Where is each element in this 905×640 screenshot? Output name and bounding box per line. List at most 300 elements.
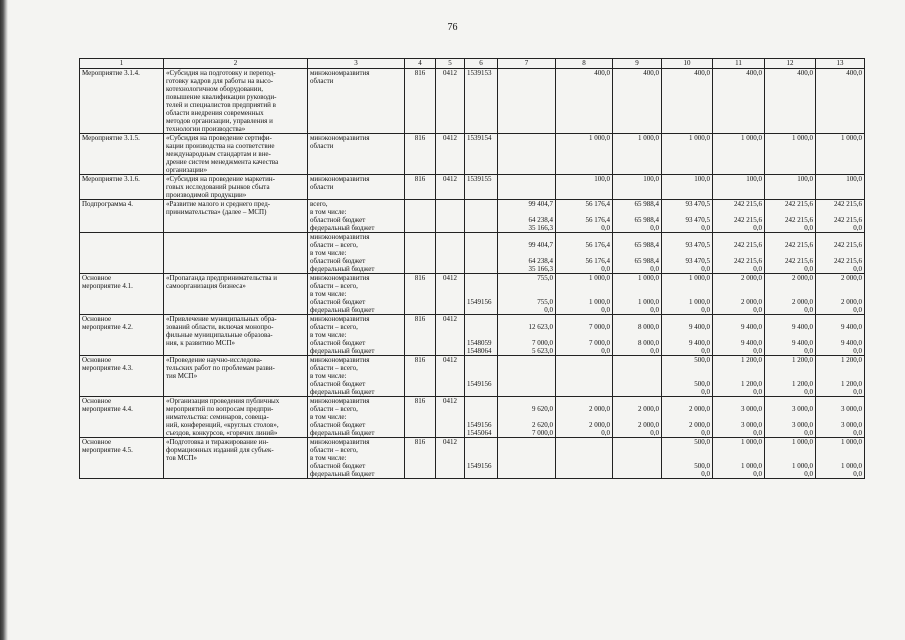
budget-2020-cell — [816, 69, 865, 134]
executor-and-source-cell — [308, 438, 405, 479]
cell-line: Мероприятие 3.1.5. — [82, 134, 140, 142]
cell-line — [664, 315, 710, 323]
cell-line — [500, 356, 553, 364]
col-header-2: 2 — [164, 59, 308, 69]
cell-line: 0,0 — [601, 429, 610, 437]
measure-name-cell — [80, 315, 164, 356]
cell-line: 99 404,7 — [528, 200, 553, 208]
budget-2019-cell — [765, 69, 816, 134]
budget-2019-cell — [765, 356, 816, 397]
measure-description-cell — [164, 274, 308, 315]
budget-2014-cell — [498, 315, 556, 356]
budget-2017-cell — [662, 397, 713, 438]
cell-line — [715, 454, 762, 462]
cell-line: Основное — [82, 315, 112, 323]
cell-line — [715, 208, 762, 216]
cell-line: тов МСП» — [166, 454, 197, 462]
cell-line: 2 000,0 — [638, 405, 659, 413]
cell-line: 0,0 — [753, 306, 762, 314]
executor-and-source-cell — [308, 397, 405, 438]
cell-line: 0412 — [443, 175, 457, 183]
cell-line — [715, 249, 762, 257]
cell-line: 0,0 — [804, 224, 813, 232]
cell-line: 0,0 — [601, 265, 610, 273]
cell-line — [664, 454, 710, 462]
executor-and-source-cell — [308, 69, 405, 134]
budget-2016-cell — [613, 175, 662, 200]
cell-line: Мероприятие 3.1.4. — [82, 69, 140, 77]
cell-line — [467, 306, 495, 314]
cell-line: 816 — [414, 134, 426, 142]
budget-2020-cell — [816, 134, 865, 175]
budget-2017-cell — [662, 233, 713, 274]
cell-line: областной бюджет — [310, 339, 366, 347]
cell-line: 1 000,0 — [589, 298, 610, 306]
cell-line — [615, 290, 659, 298]
cell-line: 0,0 — [650, 306, 659, 314]
budget-2019-cell — [765, 397, 816, 438]
cell-line: 2 000,0 — [792, 298, 813, 306]
measure-name-cell — [80, 438, 164, 479]
cell-line — [615, 249, 659, 257]
cell-line: 93 470,5 — [685, 257, 710, 265]
budget-2015-cell — [556, 200, 613, 233]
cell-line: 1549156 — [467, 462, 492, 470]
cell-line: 1 000,0 — [741, 134, 762, 142]
cell-line: 9 400,0 — [741, 323, 762, 331]
cell-line — [500, 249, 553, 257]
cell-line: 9 400,0 — [792, 339, 813, 347]
cell-line: 816 — [414, 438, 426, 446]
cell-line: в том числе: — [310, 208, 347, 216]
cell-line: всего, — [310, 200, 328, 208]
cell-line — [615, 397, 659, 405]
cell-line: 242 215,6 — [734, 216, 762, 224]
cell-line — [615, 208, 659, 216]
cell-line: 1 000,0 — [741, 462, 762, 470]
cell-line: 1549156 — [467, 421, 492, 429]
target-article-cell — [465, 274, 498, 315]
budget-2014-cell — [498, 134, 556, 175]
cell-line — [715, 397, 762, 405]
cell-line: 0,0 — [753, 224, 762, 232]
cell-line — [615, 438, 659, 446]
cell-line: 7 000,0 — [532, 339, 553, 347]
cell-line: 242 215,6 — [785, 241, 813, 249]
cell-line: 2 000,0 — [589, 421, 610, 429]
budget-2018-cell — [713, 438, 765, 479]
cell-line: мероприятие 4.2. — [82, 323, 133, 331]
cell-line — [558, 282, 610, 290]
cell-line: 2 000,0 — [841, 274, 862, 282]
cell-line — [467, 397, 495, 405]
cell-line: 0412 — [443, 438, 457, 446]
cell-line: 100,0 — [846, 175, 862, 183]
cell-line: 1539154 — [467, 134, 492, 142]
budget-2020-cell — [816, 233, 865, 274]
cell-line: 1 000,0 — [841, 438, 862, 446]
cell-line: области – всего, — [310, 405, 358, 413]
cell-line — [438, 200, 462, 208]
cell-line — [818, 249, 862, 257]
cell-line: 816 — [414, 315, 426, 323]
cell-line: 3 000,0 — [741, 405, 762, 413]
cell-line: 3 000,0 — [792, 405, 813, 413]
budget-2017-cell — [662, 175, 713, 200]
cell-line: федеральный бюджет — [310, 306, 375, 314]
cell-line — [500, 175, 553, 183]
cell-line: 8 000,0 — [638, 323, 659, 331]
budget-2018-cell — [713, 397, 765, 438]
cell-line: 8 000,0 — [638, 339, 659, 347]
cell-line: 2 000,0 — [841, 298, 862, 306]
cell-line — [818, 372, 862, 380]
cell-line: 5 623,0 — [532, 347, 553, 355]
cell-line — [615, 315, 659, 323]
cell-line: «Подготовка и тиражирование ин- — [166, 438, 269, 446]
cell-line: 0,0 — [701, 388, 710, 396]
budget-2020-cell — [816, 397, 865, 438]
budget-2020-cell — [816, 274, 865, 315]
cell-line: области — [310, 142, 334, 150]
cell-line: 500,0 — [694, 462, 710, 470]
cell-line — [767, 364, 813, 372]
cell-line: федеральный бюджет — [310, 347, 375, 355]
cell-line: 65 988,4 — [634, 200, 659, 208]
cell-line — [558, 331, 610, 339]
cell-line: международным стандартам и вне- — [166, 150, 271, 158]
cell-line: 65 988,4 — [634, 216, 659, 224]
cell-line: самоорганизация бизнеса» — [166, 282, 246, 290]
cell-line: 3 000,0 — [792, 421, 813, 429]
table-row — [80, 175, 865, 200]
budget-2016-cell — [613, 233, 662, 274]
cell-line: 99 404,7 — [528, 241, 553, 249]
cell-line — [407, 200, 433, 208]
cell-line: 100,0 — [797, 175, 813, 183]
budget-2015-cell — [556, 397, 613, 438]
measure-name-cell — [80, 356, 164, 397]
cell-line: 242 215,6 — [785, 200, 813, 208]
cell-line: 1539153 — [467, 69, 492, 77]
table-row — [80, 200, 865, 233]
cell-line — [500, 282, 553, 290]
cell-line — [467, 331, 495, 339]
cell-line: 0,0 — [701, 347, 710, 355]
cell-line — [664, 364, 710, 372]
cell-line — [558, 356, 610, 364]
cell-line: 0,0 — [753, 388, 762, 396]
cell-line: 7 000,0 — [589, 339, 610, 347]
grbs-code-cell — [405, 200, 436, 233]
cell-line: Мероприятие 3.1.6. — [82, 175, 140, 183]
cell-line — [438, 233, 462, 241]
executor-and-source-cell — [308, 274, 405, 315]
cell-line: области – всего, — [310, 364, 358, 372]
cell-line: 2 620,0 — [532, 421, 553, 429]
budget-2018-cell — [713, 315, 765, 356]
cell-line: 242 215,6 — [834, 257, 862, 265]
cell-line: 500,0 — [694, 356, 710, 364]
measure-description-cell — [164, 315, 308, 356]
table-row — [80, 274, 865, 315]
cell-line: 64 238,4 — [528, 257, 553, 265]
cell-line: 0,0 — [701, 306, 710, 314]
cell-line — [818, 364, 862, 372]
cell-line: 2 000,0 — [589, 405, 610, 413]
budget-2019-cell — [765, 274, 816, 315]
budget-2016-cell — [613, 200, 662, 233]
cell-line — [664, 397, 710, 405]
cell-line: 9 400,0 — [841, 323, 862, 331]
cell-line: 9 400,0 — [741, 339, 762, 347]
cell-line: 0,0 — [853, 388, 862, 396]
section-code-cell — [436, 134, 465, 175]
cell-line: «Привлечение муниципальных обра- — [166, 315, 277, 323]
cell-line: 0,0 — [701, 470, 710, 478]
table-row — [80, 315, 865, 356]
cell-line: 100,0 — [594, 175, 610, 183]
cell-line: 1539155 — [467, 175, 492, 183]
cell-line: 1 000,0 — [841, 134, 862, 142]
cell-line: 1 200,0 — [841, 380, 862, 388]
table-row — [80, 356, 865, 397]
cell-line: 0,0 — [650, 265, 659, 273]
cell-line — [82, 233, 161, 241]
cell-line: 56 176,4 — [585, 216, 610, 224]
budget-2018-cell — [713, 175, 765, 200]
budget-2015-cell — [556, 233, 613, 274]
measure-name-cell — [80, 69, 164, 134]
cell-line: 1 000,0 — [689, 134, 710, 142]
cell-line: «Организация проведения публичных — [166, 397, 280, 405]
cell-line: 0,0 — [853, 470, 862, 478]
cell-line: 1 000,0 — [689, 274, 710, 282]
cell-line: 1 000,0 — [741, 438, 762, 446]
grbs-code-cell — [405, 438, 436, 479]
cell-line — [615, 233, 659, 241]
cell-line: 2 000,0 — [741, 298, 762, 306]
cell-line: 400,0 — [746, 69, 762, 77]
budget-2020-cell — [816, 175, 865, 200]
cell-line: съездов, конкурсов, «горячих линий» — [166, 429, 278, 437]
cell-line: 0,0 — [804, 265, 813, 273]
grbs-code-cell — [405, 233, 436, 274]
executor-and-source-cell — [308, 356, 405, 397]
cell-line: минэкономразвития — [310, 438, 370, 446]
cell-line — [767, 249, 813, 257]
cell-line — [500, 233, 553, 241]
cell-line: минэкономразвития — [310, 69, 370, 77]
cell-line — [767, 208, 813, 216]
cell-line: 0412 — [443, 315, 457, 323]
table-row — [80, 69, 865, 134]
cell-line: 56 176,4 — [585, 241, 610, 249]
budget-2020-cell — [816, 438, 865, 479]
cell-line: мероприятие 4.3. — [82, 364, 133, 372]
col-header-4: 4 — [405, 59, 436, 69]
cell-line: производимой продукции» — [166, 191, 247, 199]
cell-line — [664, 446, 710, 454]
budget-2019-cell — [765, 438, 816, 479]
cell-line: «Субсидия на подготовку и перепод- — [166, 69, 276, 77]
budget-2016-cell — [613, 134, 662, 175]
budget-2018-cell — [713, 274, 765, 315]
cell-line: 242 215,6 — [785, 216, 813, 224]
cell-line — [767, 282, 813, 290]
col-header-12: 12 — [765, 59, 816, 69]
cell-line — [715, 315, 762, 323]
measure-name-cell — [80, 134, 164, 175]
cell-line — [818, 397, 862, 405]
cell-line — [818, 315, 862, 323]
cell-line: минэкономразвития — [310, 397, 370, 405]
cell-line: «Субсидия на проведение маркетин- — [166, 175, 275, 183]
cell-line: 0412 — [443, 69, 457, 77]
cell-line: 7 000,0 — [532, 429, 553, 437]
executor-and-source-cell — [308, 175, 405, 200]
cell-line: 400,0 — [643, 69, 659, 77]
cell-line — [767, 413, 813, 421]
cell-line: в том числе: — [310, 372, 347, 380]
measure-name-cell — [80, 233, 164, 274]
cell-line: 0,0 — [853, 265, 862, 273]
cell-line: 400,0 — [594, 69, 610, 77]
cell-line: 0,0 — [701, 265, 710, 273]
cell-line: 242 215,6 — [785, 257, 813, 265]
target-article-cell — [465, 315, 498, 356]
cell-line — [467, 274, 495, 282]
cell-line: 816 — [414, 397, 426, 405]
cell-line: 12 623,0 — [528, 323, 553, 331]
cell-line: мероприятие 4.4. — [82, 405, 133, 413]
cell-line: 242 215,6 — [834, 200, 862, 208]
cell-line: тельских работ по проблемам разви- — [166, 364, 275, 372]
cell-line: 100,0 — [694, 175, 710, 183]
cell-line: 0,0 — [601, 224, 610, 232]
budget-2014-cell — [498, 274, 556, 315]
cell-line: 1 200,0 — [792, 380, 813, 388]
budget-2019-cell — [765, 200, 816, 233]
budget-2017-cell — [662, 200, 713, 233]
cell-line: 0,0 — [804, 388, 813, 396]
cell-line — [818, 282, 862, 290]
executor-and-source-cell — [308, 134, 405, 175]
cell-line: технологии производства» — [166, 125, 246, 133]
cell-line: в том числе: — [310, 331, 347, 339]
measure-name-cell — [80, 397, 164, 438]
section-code-cell — [436, 233, 465, 274]
cell-line: зований области, включая монопро- — [166, 323, 274, 331]
cell-line: областной бюджет — [310, 462, 366, 470]
budget-2015-cell — [556, 134, 613, 175]
budget-2014-cell — [498, 438, 556, 479]
cell-line: телей и специалистов предприятий в — [166, 101, 276, 109]
cell-line: 93 470,5 — [685, 200, 710, 208]
col-header-8: 8 — [556, 59, 613, 69]
cell-line — [467, 323, 495, 331]
cell-line: 7 000,0 — [589, 323, 610, 331]
cell-line: организации» — [166, 166, 208, 174]
table-row — [80, 438, 865, 479]
cell-line — [615, 356, 659, 364]
target-article-cell — [465, 175, 498, 200]
cell-line — [715, 372, 762, 380]
cell-line: 56 176,4 — [585, 200, 610, 208]
cell-line: области – всего, — [310, 323, 358, 331]
cell-line: 1 000,0 — [589, 274, 610, 282]
cell-line: мероприятие 4.1. — [82, 282, 133, 290]
cell-line — [500, 413, 553, 421]
cell-line: тия МСП» — [166, 372, 198, 380]
cell-line — [767, 331, 813, 339]
section-code-cell — [436, 175, 465, 200]
cell-line: 0,0 — [544, 306, 553, 314]
budget-2018-cell — [713, 233, 765, 274]
cell-line: 755,0 — [537, 298, 553, 306]
cell-line: нимательства: семинаров, совеща- — [166, 413, 269, 421]
grbs-code-cell — [405, 274, 436, 315]
cell-line: 1 000,0 — [792, 134, 813, 142]
cell-line: принимательства» (далее – МСП) — [166, 208, 267, 216]
cell-line: 1549156 — [467, 298, 492, 306]
column-number-row — [80, 59, 865, 69]
budget-2020-cell — [816, 200, 865, 233]
budget-2016-cell — [613, 274, 662, 315]
budget-2018-cell — [713, 69, 765, 134]
cell-line: федеральный бюджет — [310, 388, 375, 396]
cell-line: 9 400,0 — [841, 339, 862, 347]
cell-line — [818, 331, 862, 339]
grbs-code-cell — [405, 69, 436, 134]
table-body — [80, 69, 865, 479]
cell-line: кации производства на соответствие — [166, 142, 275, 150]
cell-line — [767, 372, 813, 380]
cell-line — [767, 233, 813, 241]
cell-line: «Субсидия на проведение сертифи- — [166, 134, 272, 142]
cell-line — [767, 397, 813, 405]
budget-2017-cell — [662, 134, 713, 175]
cell-line — [664, 413, 710, 421]
cell-line — [500, 134, 553, 142]
cell-line — [615, 413, 659, 421]
cell-line — [818, 290, 862, 298]
cell-line — [558, 233, 610, 241]
page-number: 76 — [447, 22, 458, 33]
cell-line: 1 000,0 — [792, 438, 813, 446]
col-header-10: 10 — [662, 59, 713, 69]
cell-line: 0,0 — [853, 347, 862, 355]
cell-line: 35 166,3 — [528, 224, 553, 232]
cell-line: 0,0 — [753, 470, 762, 478]
cell-line: 400,0 — [694, 69, 710, 77]
cell-line: мероприятие 4.5. — [82, 446, 133, 454]
cell-line: фильные муниципальные образова- — [166, 331, 273, 339]
cell-line: 3 000,0 — [841, 421, 862, 429]
cell-line: повышение квалификации руководи- — [166, 93, 277, 101]
cell-line: областной бюджет — [310, 216, 366, 224]
cell-line: 1 000,0 — [589, 134, 610, 142]
cell-line: 2 000,0 — [689, 405, 710, 413]
cell-line: ния, к развитию МСП» — [166, 339, 236, 347]
cell-line: 1 000,0 — [689, 298, 710, 306]
cell-line: 1 200,0 — [741, 380, 762, 388]
cell-line: Основное — [82, 274, 112, 282]
budget-2017-cell — [662, 438, 713, 479]
cell-line: 1549156 — [467, 380, 492, 388]
budget-2016-cell — [613, 356, 662, 397]
budget-2018-cell — [713, 134, 765, 175]
